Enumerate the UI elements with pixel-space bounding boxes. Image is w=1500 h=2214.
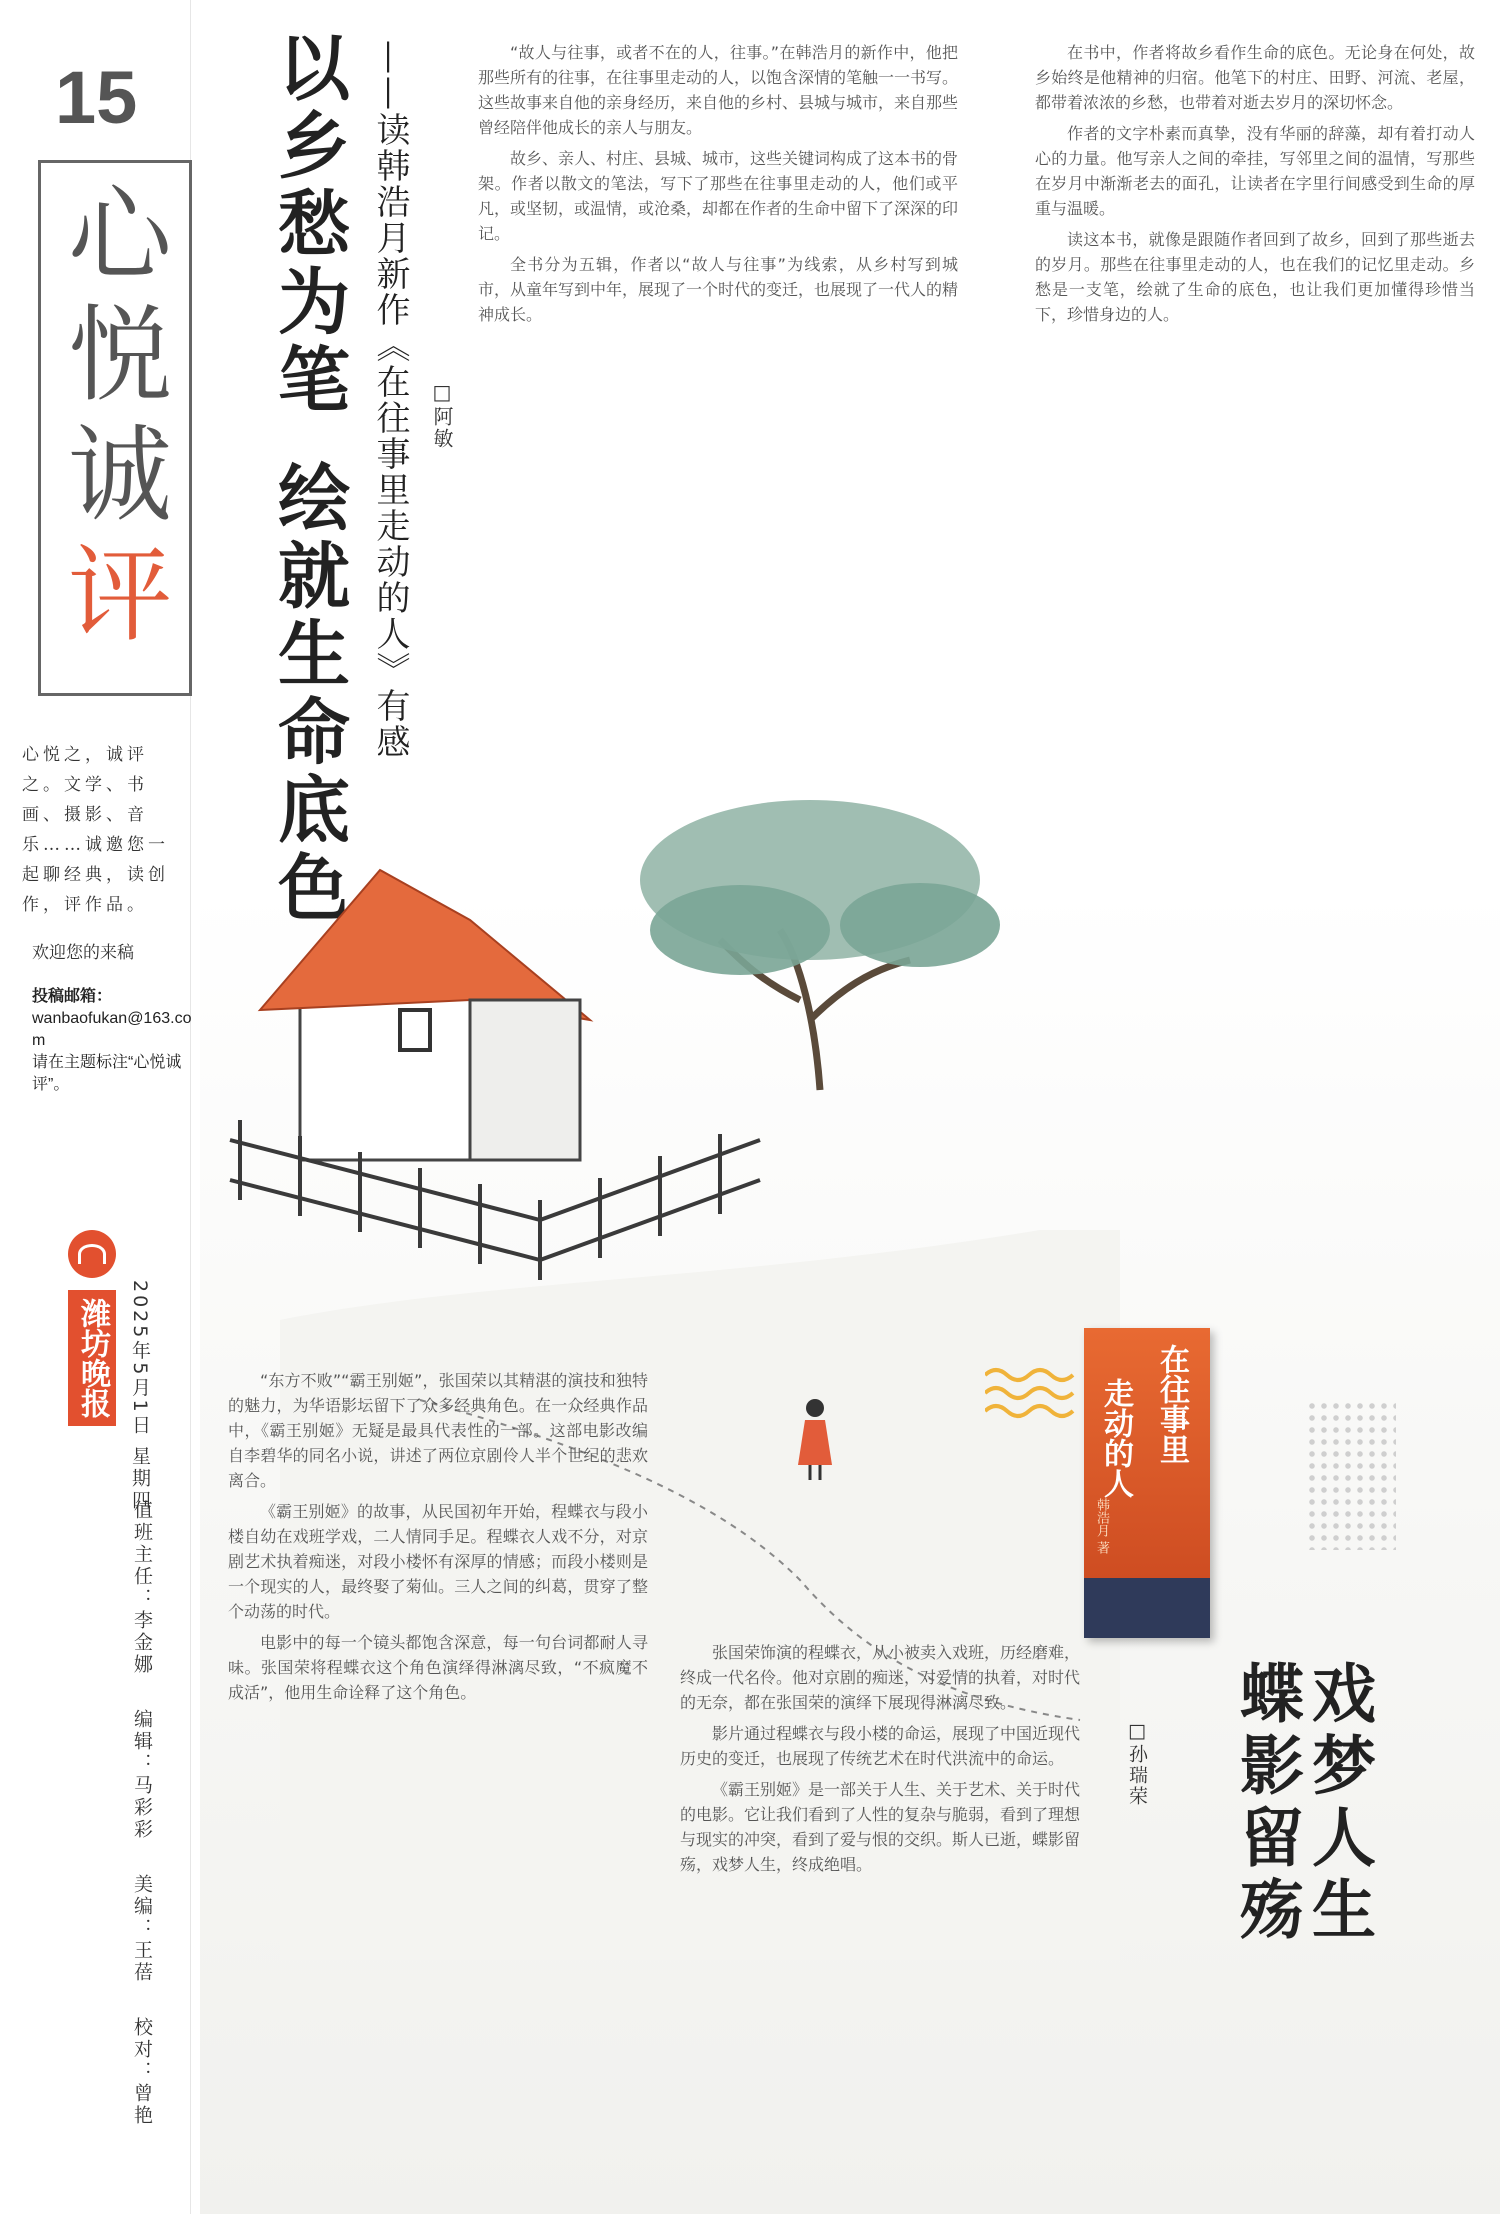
- welcome-text: 欢迎您的来稿: [32, 943, 134, 963]
- staff-line: 编辑：马彩彩: [131, 1709, 153, 1842]
- paragraph: “故人与往事，或者不在的人，往事。”在韩浩月的新作中，他把那些所有的往事，在往事里走动的人，以饱含深情的笔触一一书写。这些故事来自他的亲身经历，来自他的乡村、县城与城市，来自那些曾经陪伴他成长的亲人与朋友。: [478, 43, 959, 137]
- paragraph: 作者的文字朴素而真挚，没有华丽的辞藻，却有着打动人心的力量。他写亲人之间的牵挂，写邻里之间的温情，写那些在岁月中渐渐老去的面孔，让读者在字里行间感受到生命的厚重与温暖。: [1035, 124, 1475, 218]
- column-name-char: 悦: [67, 294, 172, 416]
- column-name-char: 诚: [67, 414, 172, 536]
- column-name-char: 评: [67, 534, 172, 656]
- article1-byline: □阿敏: [430, 380, 454, 450]
- paragraph: “东方不败”“霸王别姬”，张国荣以其精湛的演技和独特的魅力，为华语影坛留下了众多经典角色。在一众经典作品中，《霸王别姬》无疑是最具代表性的一部。这部电影改编自李碧华的同名小说，讲述了两位京剧伶人半个世纪的悲欢离合。: [228, 1371, 648, 1490]
- article2-column-2: [680, 1640, 1080, 1883]
- submission-label: 投稿邮箱：: [32, 988, 113, 1005]
- column-intro: 心悦之，诚评之。文学、书画、摄影、音乐……诚邀您一起聊经典，读创作，评作品。: [22, 745, 169, 915]
- book-title-b: 走动的人: [1098, 1378, 1133, 1498]
- submission-email[interactable]: wanbaofukan@163.com: [32, 1010, 192, 1049]
- article2-column-1: [228, 1368, 648, 1711]
- article1-column-1: [478, 40, 958, 333]
- book-author: 韩浩月 著: [1094, 1498, 1109, 1555]
- article1-title-line2: 绘就生命底色: [266, 460, 351, 928]
- dot-pattern: [1306, 1400, 1396, 1550]
- staff-credits: [130, 1500, 154, 2151]
- paragraph: 《霸王别姬》是一部关于人生、关于艺术、关于时代的电影。它让我们看到了人性的复杂与脆弱，看到了理想与现实的冲突，看到了爱与恨的交织。斯人已逝，蝶影留殇，戏梦人生，终成绝唱。: [680, 1780, 1081, 1874]
- submission-info: [32, 986, 192, 1096]
- article1-title-line1: 以乡愁为笔: [266, 30, 351, 420]
- article2-title-line1: 戏梦人生: [1301, 1660, 1376, 1948]
- article1-subtitle: ——读韩浩月新作《在往事里走动的人》有感: [370, 40, 410, 760]
- article2-title: [1230, 1660, 1374, 1948]
- book-title-a: 在往事里: [1154, 1344, 1189, 1464]
- staff-line: 校对：曾艳: [131, 2017, 153, 2128]
- submission-note: 请在主题标注“心悦诚评”。: [32, 1054, 182, 1093]
- house-icon: [260, 870, 590, 1160]
- newspaper-name-text: 潍坊晚报: [75, 1298, 110, 1418]
- logo-mark-icon: [78, 1244, 106, 1264]
- newspaper-name: [68, 1290, 116, 1426]
- paragraph: 电影中的每一个镜头都饱含深意，每一句台词都耐人寻味。张国荣将程蝶衣这个角色演绎得淋漓尽致，“不疯魔不成活”，他用生命诠释了这个角色。: [228, 1633, 648, 1702]
- paragraph: 在书中，作者将故乡看作生命的底色。无论身在何处，故乡始终是他精神的归宿。他笔下的村庄、田野、河流、老屋，都带着浓浓的乡愁，也带着对逝去岁月的深切怀念。: [1035, 43, 1475, 112]
- issue-date: 2025年5月1日 星期四: [129, 1280, 151, 1512]
- book-band: [1084, 1578, 1210, 1638]
- article2-byline: □孙瑞荣: [1126, 1720, 1148, 1807]
- paragraph: 《霸王别姬》的故事，从民国初年开始，程蝶衣与段小楼自幼在戏班学戏，二人情同手足。程蝶衣人戏不分，对京剧艺术执着痴迷，对段小楼怀有深厚的情感；而段小楼则是一个现实的人，最终娶了菊仙。三人之间的纠葛，贯穿了整个动荡的时代。: [228, 1502, 648, 1621]
- paragraph: 读这本书，就像是跟随作者回到了故乡，回到了那些逝去的岁月。那些在往事里走动的人，也在我们的记忆里走动。乡愁是一支笔，绘就了生命的底色，也让我们更加懂得珍惜当下，珍惜身边的人。: [1035, 230, 1475, 324]
- article1-column-2: [1035, 40, 1475, 333]
- paragraph: 张国荣饰演的程蝶衣，从小被卖入戏班，历经磨难，终成一代名伶。他对京剧的痴迷，对爱情的执着，对时代的无奈，都在张国荣的演绎下展现得淋漓尽致。: [680, 1643, 1081, 1712]
- tree-icon: [640, 800, 1000, 1090]
- paragraph: 故乡、亲人、村庄、县城、城市，这些关键词构成了这本书的骨架。作者以散文的笔法，写下了那些在往事里走动的人，他们或平凡，或坚韧，或温情，或沧桑，却都在作者的生命中留下了深深的印记。: [478, 149, 959, 243]
- column-name-char: 心: [67, 174, 172, 296]
- paragraph: 全书分为五辑，作者以“故人与往事”为线索，从乡村写到城市，从童年写到中年，展现了一个时代的变迁，也展现了一代人的精神成长。: [478, 255, 959, 324]
- wavy-lines-icon: [985, 1365, 1075, 1425]
- book-cover: [1084, 1328, 1210, 1638]
- staff-line: 美编：王蓓: [131, 1874, 153, 1985]
- page-number: 15: [55, 56, 138, 139]
- article2-title-line2: 蝶影留殇: [1229, 1660, 1304, 1948]
- staff-line: 值班主任：李金娜: [131, 1500, 153, 1676]
- paragraph: 影片通过程蝶衣与段小楼的命运，展现了中国近现代历史的变迁，也展现了传统艺术在时代洪流中的命运。: [680, 1724, 1081, 1768]
